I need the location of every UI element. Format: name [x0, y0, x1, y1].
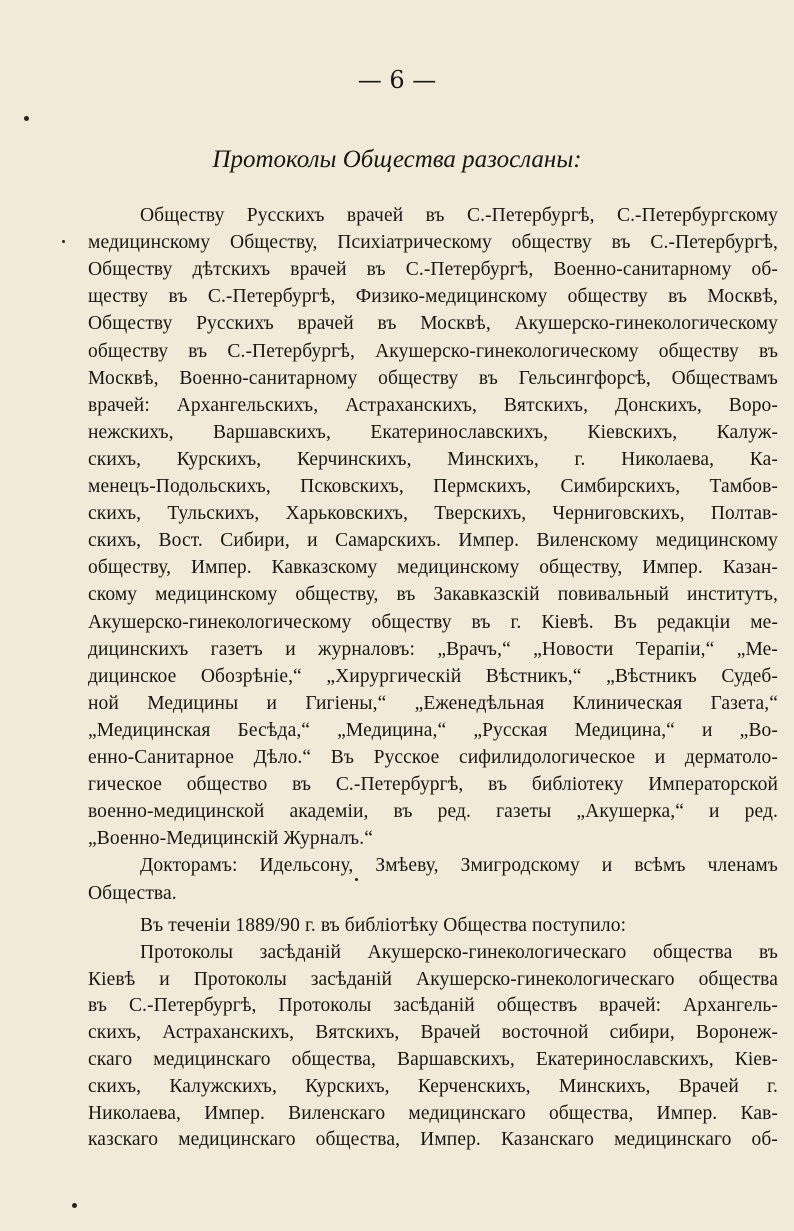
text-line: „Медицинская Бесѣда,“ „Медицина,“ „Русская Медицина,“ и „Во- — [88, 719, 778, 741]
text-line: Въ теченiи 1889/90 г. въ библiотѣку Общества поступило: — [140, 915, 627, 936]
text-line: скихъ, Калужскихъ, Курскихъ, Керченскихъ, Минскихъ, Врачей г. — [88, 1075, 778, 1097]
text-line: менецъ-Подольскихъ, Псковскихъ, Пермскихъ, Симбирскихъ, Тамбов- — [88, 476, 778, 497]
text-line: скихъ, Курскихъ, Керчинскихъ, Минскихъ, г. Николаева, Ка- — [88, 448, 778, 470]
text-line: гическое общество въ С.-Петербургѣ, въ библiотеку Императорской — [88, 774, 778, 796]
text-line: Докторамъ: Идельсону, Змѣеву, Змигродскому и всѣмъ членамъ — [140, 855, 778, 877]
page-number: — 6 — — [357, 66, 437, 94]
text-line: дицинское Обозрѣнiе,“ „Хирургическiй Вѣстникъ,“ „Вѣстникъ Судеб- — [88, 665, 778, 687]
text-line: скихъ, Тульскихъ, Харьковскихъ, Тверскихъ, Черниговскихъ, Полтав- — [88, 503, 778, 525]
print-speck — [355, 878, 358, 881]
print-speck — [72, 1203, 77, 1208]
text-line: Протоколы засѣданiй Акушерско-гинекологическаго общества въ — [140, 941, 778, 963]
text-line: ной Медицины и Гигiены,“ „Еженедѣльная Клиническая Газета,“ — [88, 692, 778, 714]
text-line: ществу въ С.-Петербургѣ, Физико-медицинскому обществу въ Москвѣ, — [88, 286, 778, 308]
print-speck — [62, 240, 65, 243]
text-line: Кiевѣ и Протоколы засѣданiй Акушерско-гинекологическаго общества — [88, 968, 778, 990]
text-line: обществу, Импер. Кавказскому медицинскому обществу, Импер. Казан- — [88, 557, 778, 579]
section-heading: Протоколы Общества разосланы: — [212, 146, 582, 173]
text-line: скому медицинскому обществу, въ Закавказскiй повивальный институтъ, — [88, 584, 778, 606]
text-line: врачей: Архангельскихъ, Астраханскихъ, Вятскихъ, Донскихъ, Воро- — [88, 394, 778, 416]
text-line: Общества. — [88, 882, 177, 904]
text-line: скихъ, Вост. Сибири, и Самарскихъ. Импер. Виленскому медицинскому — [88, 530, 778, 552]
text-line: Николаева, Импер. Виленскаго медицинскаго общества, Импер. Кав- — [88, 1102, 778, 1124]
text-line: въ С.-Петербургѣ, Протоколы засѣданiй обществъ врачей: Архангель- — [88, 995, 778, 1017]
text-line: военно-медицинской академiи, въ ред. газеты „Акушерка,“ и ред. — [88, 801, 778, 823]
text-line: Обществу Русскихъ врачей въ Москвѣ, Акушерско-гинекологическому — [88, 313, 778, 335]
text-line: обществу въ С.-Петербургѣ, Акушерско-гинекологическому обществу въ — [88, 340, 778, 362]
text-line: скихъ, Астраханскихъ, Вятскихъ, Врачей восточной сибири, Воронеж- — [88, 1022, 778, 1044]
text-line: енно-Санитарное Дѣло.“ Въ Русское сифилидологическое и дерматоло- — [88, 747, 778, 768]
text-line: казскаго медицинскаго общества, Импер. Казанскаго медицинскаго об- — [88, 1129, 778, 1151]
text-line: Москвѣ, Военно-санитарному обществу въ Гельсингфорсѣ, Обществамъ — [88, 367, 778, 389]
text-line: „Военно-Медицинскiй Журналъ.“ — [88, 828, 373, 850]
text-line: скаго медицинскаго общества, Варшавскихъ, Екатеринославскихъ, Кiев- — [88, 1049, 778, 1070]
text-line: Обществу Русскихъ врачей въ С.-Петербургѣ, С.-Петербургскому — [140, 205, 778, 226]
text-line: Акушерско-гинекологическому обществу въ г. Кiевѣ. Въ редакцiи ме- — [88, 611, 778, 633]
text-line: Обществу дѣтскихъ врачей въ С.-Петербургѣ, Военно-санитарному об- — [88, 259, 778, 281]
text-line: дицинскихъ газетъ и журналовъ: „Врачъ,“ „Новости Терапiи,“ „Ме- — [88, 638, 778, 660]
text-line: нежскихъ, Варшавскихъ, Екатеринославскихъ, Кiевскихъ, Калуж- — [88, 421, 778, 443]
text-line: медицинскому Обществу, Психiатрическому обществу въ С.-Петербургѣ, — [88, 232, 778, 254]
print-speck — [24, 116, 29, 121]
